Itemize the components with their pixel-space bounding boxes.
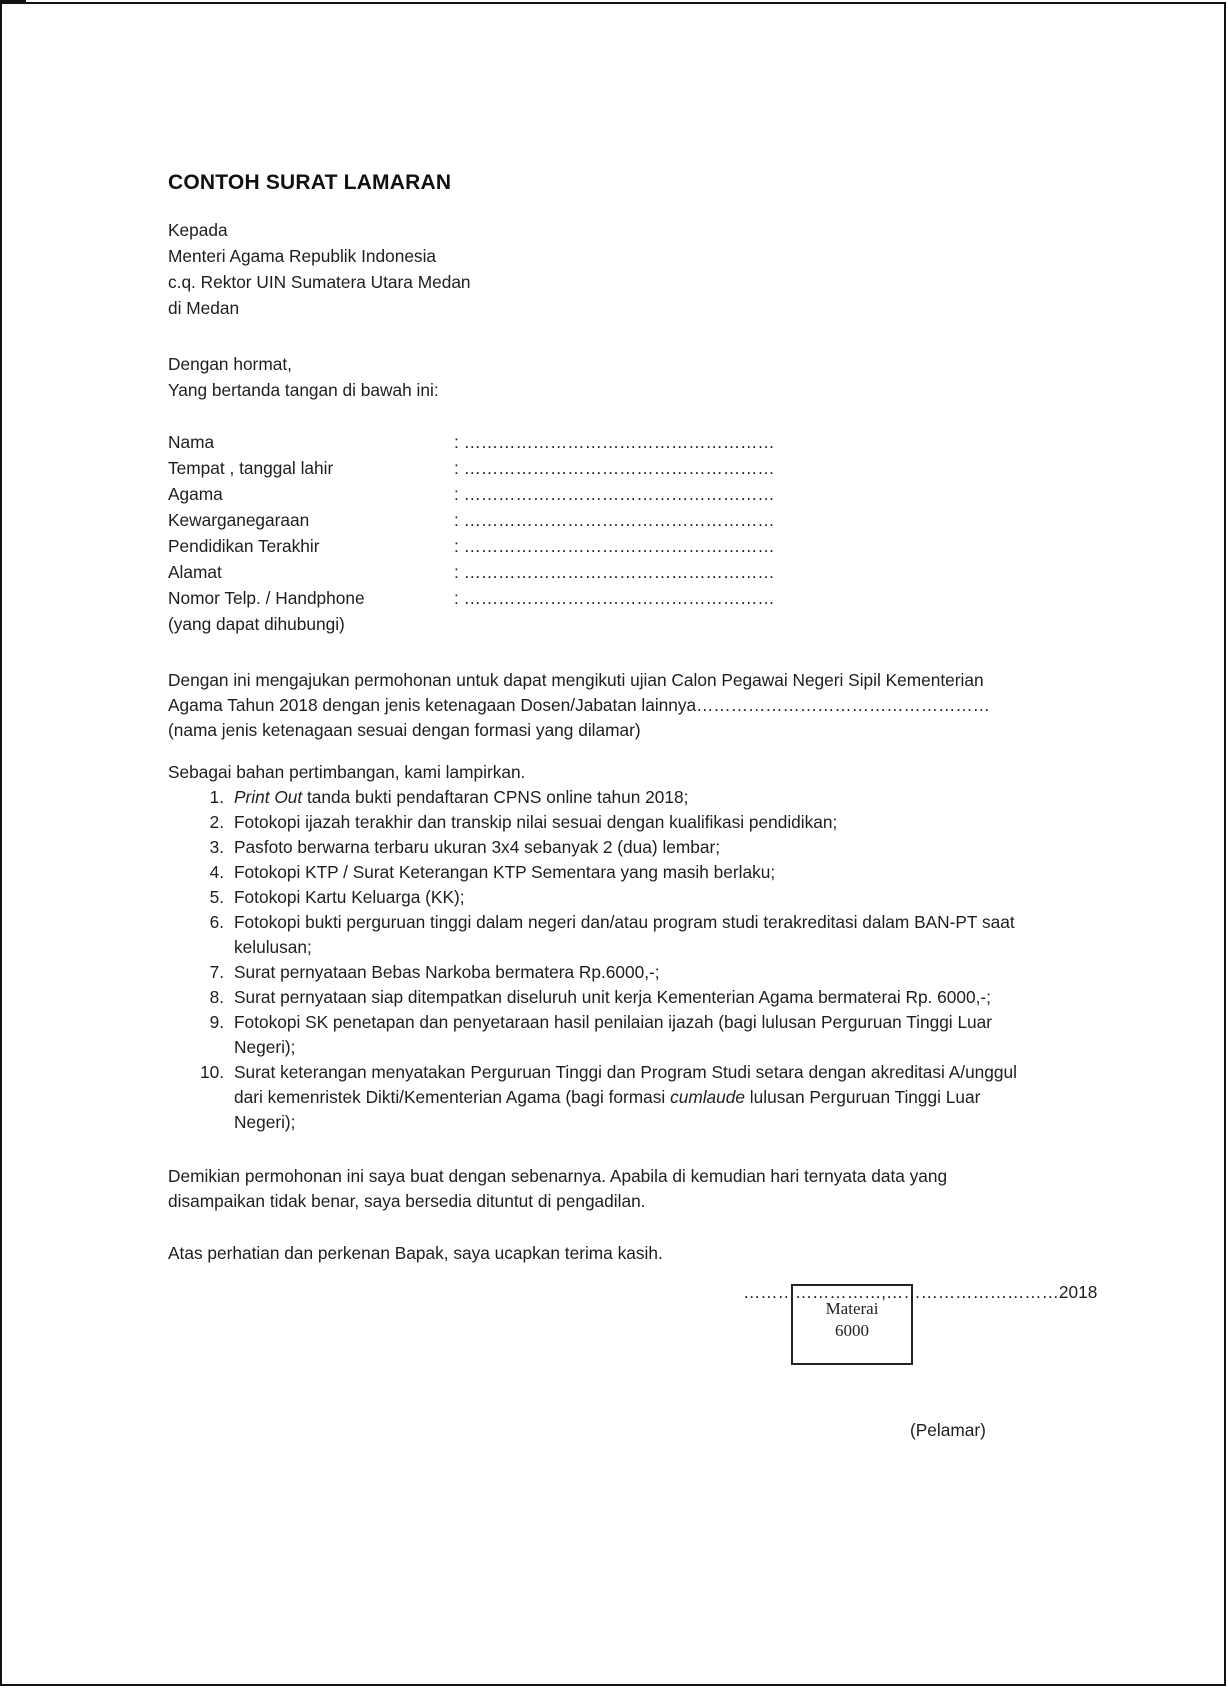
list-item: Fotokopi SK penetapan dan penyetaraan hasil penilaian ijazah (bagi lulusan Perguruan Tinggi Luar — [234, 1012, 993, 1032]
closing-line: disampaikan tidak benar, saya bersedia dituntut di pengadilan. — [168, 1191, 646, 1211]
list-item — [234, 785, 688, 811]
field-value: : ……………………………………………… — [454, 432, 775, 452]
stamp-box — [791, 1284, 913, 1365]
list-item-emphasis: Print Out — [234, 787, 303, 807]
field-label: Nama — [168, 432, 215, 452]
list-number: 5. — [209, 887, 224, 907]
list-number: 6. — [209, 912, 224, 932]
field-note: (yang dapat dihubungi) — [168, 614, 345, 634]
list-number: 3. — [209, 837, 224, 857]
field-label: Pendidikan Terakhir — [168, 536, 320, 556]
list-item-text: tanda bukti pendaftaran CPNS online tahun 2018; — [302, 787, 689, 807]
field-value: : ……………………………………………… — [454, 484, 775, 504]
list-number: 10. — [199, 1062, 224, 1082]
list-number: 7. — [209, 962, 224, 982]
field-label: Tempat , tanggal lahir — [168, 458, 334, 478]
field-value: : ……………………………………………… — [454, 510, 775, 530]
list-item: Fotokopi bukti perguruan tinggi dalam negeri dan/atau program studi terakreditasi dalam BAN-PT saat — [234, 912, 1015, 932]
field-value: : ……………………………………………… — [454, 458, 775, 478]
list-item-continuation: kelulusan; — [234, 937, 312, 957]
list-item: Pasfoto berwarna terbaru ukuran 3x4 sebanyak 2 (dua) lembar; — [234, 837, 721, 857]
list-item: Fotokopi ijazah terakhir dan transkip nilai sesuai dengan kualifikasi pendidikan; — [234, 812, 838, 832]
attachments-intro: Sebagai bahan pertimbangan, kami lampirkan. — [168, 762, 526, 782]
request-line: Dengan ini mengajukan permohonan untuk dapat mengikuti ujian Calon Pegawai Negeri Sipil Kementerian — [168, 670, 984, 690]
address-line: Kepada — [168, 220, 228, 240]
list-item-continuation: Negeri); — [234, 1037, 296, 1057]
field-label: Agama — [168, 484, 223, 504]
request-line: (nama jenis ketenagaan sesuai dengan formasi yang dilamar) — [168, 720, 641, 740]
greeting-line: Yang bertanda tangan di bawah ini: — [168, 380, 439, 400]
list-item: Surat pernyataan siap ditempatkan diseluruh unit kerja Kementerian Agama bermaterai Rp. 6000,-; — [234, 987, 991, 1007]
list-item: Fotokopi KTP / Surat Keterangan KTP Sementara yang masih berlaku; — [234, 862, 776, 882]
stamp-value: 6000 — [835, 1321, 869, 1340]
list-number: 9. — [209, 1012, 224, 1032]
list-number: 1. — [209, 787, 224, 807]
list-number: 2. — [209, 812, 224, 832]
greeting-line: Dengan hormat, — [168, 354, 292, 374]
list-item: Fotokopi Kartu Keluarga (KK); — [234, 887, 465, 907]
date-line: ……………………,…………………………2018 — [743, 1282, 1098, 1302]
list-item: Surat keterangan menyatakan Perguruan Tinggi dan Program Studi setara dengan akreditasi A/unggul — [234, 1062, 1017, 1082]
field-value: : ……………………………………………… — [454, 588, 775, 608]
request-line: Agama Tahun 2018 dengan jenis ketenagaan Dosen/Jabatan lainnya…………………………………………… — [168, 695, 990, 715]
address-line: di Medan — [168, 298, 240, 318]
letter-title: CONTOH SURAT LAMARAN — [168, 171, 452, 194]
thanks-line: Atas perhatian dan perkenan Bapak, saya ucapkan terima kasih. — [168, 1243, 663, 1263]
list-item-continuation: dari kemenristek Dikti/Kementerian Agama (bagi formasi cumlaude lulusan Perguruan Tinggi Luar — [234, 1087, 981, 1107]
field-value: : ……………………………………………… — [454, 536, 775, 556]
field-label: Nomor Telp. / Handphone — [168, 588, 365, 608]
address-line: c.q. Rektor UIN Sumatera Utara Medan — [168, 272, 471, 292]
signature-label: (Pelamar) — [910, 1420, 986, 1440]
list-item: Surat pernyataan Bebas Narkoba bermatera Rp.6000,-; — [234, 962, 660, 982]
field-label: Kewarganegaraan — [168, 510, 310, 530]
closing-line: Demikian permohonan ini saya buat dengan sebenarnya. Apabila di kemudian hari ternyata data yang — [168, 1166, 948, 1186]
field-value: : ……………………………………………… — [454, 562, 775, 582]
list-item-continuation: Negeri); — [234, 1112, 296, 1132]
list-number: 8. — [209, 987, 224, 1007]
address-line: Menteri Agama Republik Indonesia — [168, 246, 437, 266]
list-number: 4. — [209, 862, 224, 882]
stamp-label: Materai — [825, 1299, 879, 1318]
field-label: Alamat — [168, 562, 222, 582]
